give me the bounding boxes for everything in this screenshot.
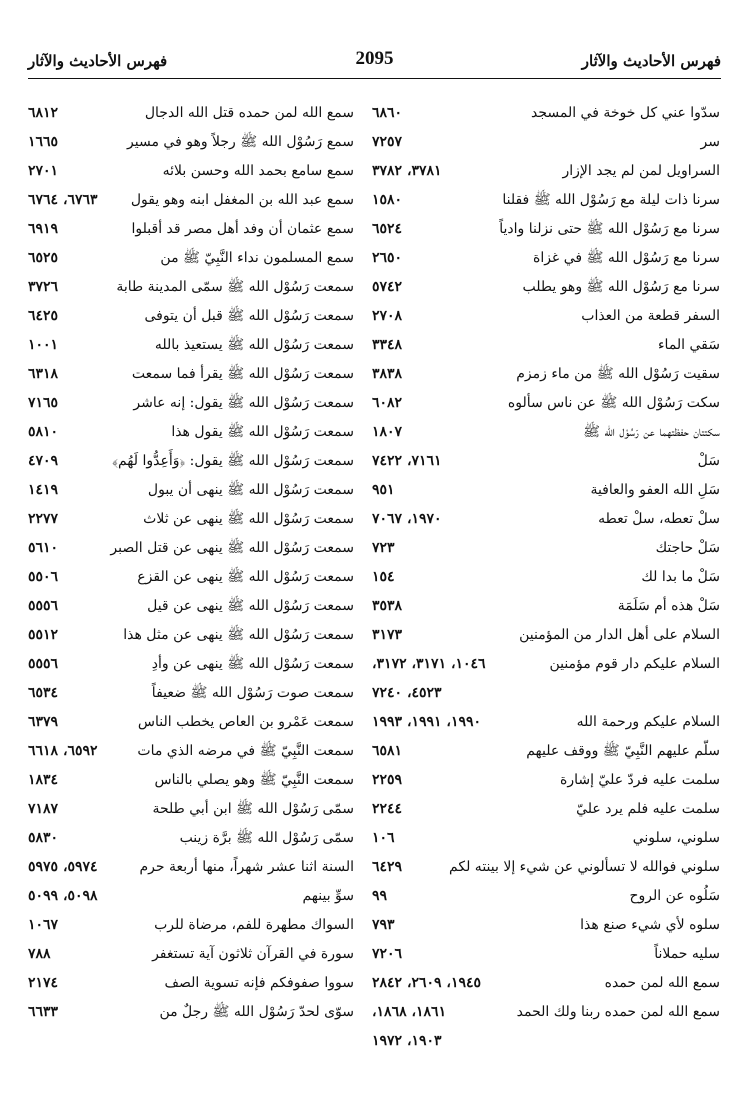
entry-text: السلام على أهل الدار من المؤمنين xyxy=(519,627,720,643)
entry-text: سمعت رَسُوْل الله ﷺ يقول هذا xyxy=(171,424,354,440)
index-entry xyxy=(28,795,354,824)
entry-reference: ٣٧٨١، ٣٧٨٢ xyxy=(372,163,442,179)
entry-text: سلوه لأي شيء صنع هذا xyxy=(580,917,720,933)
entry-reference: ٧١٦٥ xyxy=(28,395,59,411)
index-entry xyxy=(372,998,720,1056)
entry-text: سمعت رَسُوْل الله ﷺ يستعيذ بالله xyxy=(154,337,354,353)
index-entry xyxy=(28,215,354,244)
index-entry xyxy=(28,563,354,592)
index-entry xyxy=(28,418,354,447)
entry-text: سكتتان حفظتهما عن رَسُوْل الله ﷺ xyxy=(583,424,720,440)
entry-text: سمعت رَسُوْل الله ﷺ قبل أن يتوفى xyxy=(144,308,354,324)
index-entry xyxy=(372,157,720,186)
index-entry xyxy=(372,969,720,998)
entry-text: سرنا ذات ليلة مع رَسُوْل الله ﷺ فقلنا xyxy=(502,192,720,208)
index-entry xyxy=(372,911,720,940)
entry-reference: ٥٠٩٨، ٥٠٩٩ xyxy=(28,888,98,904)
entry-text: سمع الله لمن حمده xyxy=(604,975,720,991)
entry-reference: ٤٧٠٩ xyxy=(28,453,59,469)
entry-text: سلّم عليهم النَّبِيّ ﷺ ووقف عليهم xyxy=(526,743,720,759)
index-column-left xyxy=(28,99,354,1027)
index-entry xyxy=(372,302,720,331)
index-entry xyxy=(372,824,720,853)
index-entry xyxy=(372,331,720,360)
entry-reference: ١٠٤٦، ٣١٧١، ٣١٧٢، xyxy=(372,656,486,672)
entry-reference: ٦٥٨١ xyxy=(372,743,403,759)
entry-reference-continued: ٤٥٢٣، ٧٢٤٠ xyxy=(372,685,442,701)
entry-text: السنة اثنا عشر شهراً، منها أربعة حرم xyxy=(139,859,354,875)
index-entry xyxy=(372,621,720,650)
index-entry xyxy=(28,679,354,708)
index-entry xyxy=(28,534,354,563)
entry-reference: ٧١٨٧ xyxy=(28,801,59,817)
entry-text: سرنا مع رَسُوْل الله ﷺ وهو يطلب xyxy=(522,279,720,295)
entry-text: سمع رَسُوْل الله ﷺ رجلاً وهو في مسير xyxy=(127,134,354,150)
entry-reference: ٣١٧٣ xyxy=(372,627,403,643)
entry-reference: ٢٢٤٤ xyxy=(372,801,403,817)
entry-reference: ١٩٩٠، ١٩٩١، ١٩٩٣ xyxy=(372,714,482,730)
index-entry xyxy=(28,766,354,795)
entry-text: سمعت رَسُوْل الله ﷺ ينهى عن ثلاث xyxy=(143,511,354,527)
entry-reference: ٣٧٢٦ xyxy=(28,279,59,295)
entry-reference: ٥٦١٠ xyxy=(28,540,59,556)
entry-reference: ٦٨٦٠ xyxy=(372,105,403,121)
entry-reference: ٥٨١٠ xyxy=(28,424,59,440)
index-entry xyxy=(28,157,354,186)
index-entry xyxy=(372,273,720,302)
entry-text: سمعت النَّبِيّ ﷺ في مرضه الذي مات xyxy=(137,743,354,759)
index-entry xyxy=(28,273,354,302)
entry-text: سلمت عليه فردّ عليّ إشارة xyxy=(559,772,720,788)
index-entry xyxy=(372,708,720,737)
entry-text: سمع الله لمن حمده قتل الله الدجال xyxy=(144,105,354,121)
entry-reference: ٥٥٠٦ xyxy=(28,569,59,585)
entry-reference: ١٥٨٠ xyxy=(372,192,403,208)
entry-text: سلْ تعطه، سلْ تعطه xyxy=(598,511,720,527)
entry-reference: ٦٤٢٩ xyxy=(372,859,403,875)
index-entry xyxy=(372,795,720,824)
entry-reference: ٢٧٠١ xyxy=(28,163,59,179)
entry-reference: ٩٩ xyxy=(372,888,388,904)
page-number: 2095 xyxy=(355,48,394,69)
entry-text: سمعت صوت رَسُوْل الله ﷺ ضعيفاً xyxy=(151,685,354,701)
entry-text: سمع الله لمن حمده ربنا ولك الحمد xyxy=(516,1004,720,1020)
entry-text: سمعت رَسُوْل الله ﷺ ينهى عن مثل هذا xyxy=(123,627,354,643)
index-entry xyxy=(372,940,720,969)
entry-text: سمعت رَسُوْل الله ﷺ ينهى عن وأدِ xyxy=(151,656,354,672)
index-entry xyxy=(28,650,354,679)
entry-text: سَلُوه عن الروح xyxy=(629,888,720,904)
entry-reference: ٣٨٣٨ xyxy=(372,366,403,382)
entry-text: السلام عليكم ورحمة الله xyxy=(576,714,720,730)
index-entry xyxy=(372,853,720,882)
index-entry xyxy=(28,128,354,157)
entry-reference: ٧٢٠٦ xyxy=(372,946,403,962)
index-entry xyxy=(28,186,354,215)
index-entry xyxy=(372,215,720,244)
entry-reference: ٢٧٠٨ xyxy=(372,308,403,324)
entry-text: السفر قطعة من العذاب xyxy=(581,308,720,324)
entry-text: سكت رَسُوْل الله ﷺ عن ناس سألوه xyxy=(507,395,720,411)
entry-text: سَقي الماء xyxy=(657,337,720,353)
index-entry xyxy=(372,128,720,157)
entry-text: سمعت رَسُوْل الله ﷺ ينهى عن القزع xyxy=(137,569,354,585)
index-entry xyxy=(372,737,720,766)
entry-text: سووا صفوفكم فإنه تسوية الصف xyxy=(164,975,354,991)
entry-reference: ٥٥٥٦ xyxy=(28,656,59,672)
index-entry xyxy=(28,389,354,418)
index-entry xyxy=(28,505,354,534)
entry-reference: ٦٧٦٣، ٦٧٦٤ xyxy=(28,192,98,208)
entry-reference: ٢٢٥٩ xyxy=(372,772,403,788)
entry-reference: ٧٩٣ xyxy=(372,917,395,933)
entry-text: السلام عليكم دار قوم مؤمنين xyxy=(549,656,720,672)
running-title-right: فهرس الأحاديث والآثار xyxy=(581,52,721,70)
entry-text: سرنا مع رَسُوْل الله ﷺ في غزاة xyxy=(532,250,720,266)
entry-text: سَلْ ما بدا لك xyxy=(641,569,720,585)
entry-reference: ١٠٦٧ xyxy=(28,917,59,933)
entry-reference: ٩٥١ xyxy=(372,482,395,498)
entry-reference: ٢٦٥٠ xyxy=(372,250,403,266)
entry-reference-continued: ١٩٠٣، ١٩٧٢ xyxy=(372,1033,442,1049)
entry-text: سلوني، سلوني xyxy=(632,830,720,846)
entry-text: سقيت رَسُوْل الله ﷺ من ماء زمزم xyxy=(516,366,720,382)
entry-reference: ٣٣٤٨ xyxy=(372,337,403,353)
entry-reference: ١٦٦٥ xyxy=(28,134,59,150)
entry-reference: ٧٨٨ xyxy=(28,946,51,962)
entry-reference: ٥٥٥٦ xyxy=(28,598,59,614)
entry-reference: ٦٦٣٣ xyxy=(28,1004,59,1020)
index-entry xyxy=(372,882,720,911)
index-entry xyxy=(28,708,354,737)
entry-reference: ٦٠٨٢ xyxy=(372,395,403,411)
entry-text: سمّى رَسُوْل الله ﷺ ابن أبي طلحة xyxy=(152,801,354,817)
index-entry xyxy=(372,563,720,592)
index-entry xyxy=(372,389,720,418)
page-header xyxy=(28,44,721,79)
entry-text: سمعت رَسُوْل الله ﷺ ينهى عن قيل xyxy=(147,598,354,614)
running-title-left: فهرس الأحاديث والآثار xyxy=(28,52,168,70)
index-entry xyxy=(28,476,354,505)
entry-reference: ٧١٦١، ٧٤٢٢ xyxy=(372,453,442,469)
index-entry xyxy=(372,244,720,273)
index-entry xyxy=(28,940,354,969)
entry-reference: ٣٥٣٨ xyxy=(372,598,403,614)
entry-reference: ٦٩١٩ xyxy=(28,221,59,237)
entry-text: سمعت رَسُوْل الله ﷺ سمّى المدينة طابة xyxy=(116,279,354,295)
index-entry xyxy=(28,592,354,621)
entry-text: سمعت رَسُوْل الله ﷺ ينهى أن يبول xyxy=(147,482,354,498)
entry-text: سمعت رَسُوْل الله ﷺ ينهى عن قتل الصبر xyxy=(110,540,354,556)
entry-text: سَلْ هذه أم سَلَمَة xyxy=(617,598,720,614)
entry-text: سمعت رَسُوْل الله ﷺ يقول: إنه عاشر xyxy=(133,395,354,411)
entry-reference: ١٨٠٧ xyxy=(372,424,403,440)
entry-text: سوّى لحدّ رَسُوْل الله ﷺ رجلٌ من xyxy=(159,1004,354,1020)
entry-reference: ٦٨١٢ xyxy=(28,105,59,121)
entry-text: سمع المسلمون نداء النَّبِيّ ﷺ من xyxy=(160,250,354,266)
entry-reference: ٢٢٧٧ xyxy=(28,511,59,527)
index-entry xyxy=(28,853,354,882)
entry-reference: ١٤١٩ xyxy=(28,482,59,498)
index-entry xyxy=(372,99,720,128)
index-entry xyxy=(28,882,354,911)
index-entry xyxy=(28,331,354,360)
index-entry xyxy=(372,534,720,563)
index-entry xyxy=(28,824,354,853)
index-entry xyxy=(28,911,354,940)
entry-text: سورة في القرآن ثلاثون آية تستغفر xyxy=(152,946,354,962)
entry-text: سمّى رَسُوْل الله ﷺ برَّة زينب xyxy=(179,830,354,846)
entry-text: سدّوا عني كل خوخة في المسجد xyxy=(530,105,720,121)
index-entry xyxy=(28,998,354,1027)
index-entry xyxy=(28,302,354,331)
entry-reference: ١٠٠١ xyxy=(28,337,59,353)
entry-text: سلمت عليه فلم يرد عليّ xyxy=(576,801,720,817)
entry-reference: ١٨٣٤ xyxy=(28,772,59,788)
index-entry xyxy=(372,650,720,708)
entry-reference: ١٩٧٠، ٧٠٦٧ xyxy=(372,511,442,527)
index-entry xyxy=(28,447,354,476)
entry-text: سر xyxy=(700,134,720,150)
entry-text: سرنا مع رَسُوْل الله ﷺ حتى نزلنا وادياً xyxy=(499,221,720,237)
entry-text: سمع عثمان أن وفد أهل مصر قد أقبلوا xyxy=(131,221,354,237)
entry-reference: ٦٥٢٥ xyxy=(28,250,59,266)
entry-text: سَلْ xyxy=(697,453,720,469)
entry-reference: ٥٧٤٢ xyxy=(372,279,403,295)
entry-reference: ٢١٧٤ xyxy=(28,975,59,991)
entry-reference: ٦٣١٨ xyxy=(28,366,59,382)
entry-reference: ٦٤٢٥ xyxy=(28,308,59,324)
entry-reference: ٥٥١٢ xyxy=(28,627,59,643)
index-entry xyxy=(28,360,354,389)
entry-text: سمعت النَّبِيّ ﷺ وهو يصلي بالناس xyxy=(154,772,354,788)
entry-reference: ٦٥٩٢، ٦٦١٨ xyxy=(28,743,98,759)
entry-text: سمعت رَسُوْل الله ﷺ يقول: ﴿وَأَعِدُّوا لَهُم﴾ xyxy=(112,453,354,469)
entry-reference: ٥٩٧٤، ٥٩٧٥ xyxy=(28,859,98,875)
entry-text: سمعت عَمْرو بن العاص يخطب الناس xyxy=(137,714,354,730)
index-entry xyxy=(372,360,720,389)
entry-reference: ٥٨٣٠ xyxy=(28,830,59,846)
entry-reference: ١٩٤٥، ٢٦٠٩، ٢٨٤٢ xyxy=(372,975,482,991)
entry-text: سَلِ الله العفو والعافية xyxy=(590,482,720,498)
entry-text: سمع عبد الله بن المغفل ابنه وهو يقول xyxy=(130,192,354,208)
entry-reference: ٦٣٧٩ xyxy=(28,714,59,730)
entry-text: سَلْ حاجتك xyxy=(655,540,720,556)
entry-reference: ٧٢٥٧ xyxy=(372,134,403,150)
index-entry xyxy=(28,737,354,766)
index-entry xyxy=(372,766,720,795)
entry-text: سوِّ بينهم xyxy=(302,888,354,904)
entry-reference: ٦٥٣٤ xyxy=(28,685,59,701)
entry-text: السواك مطهرة للفم، مرضاة للرب xyxy=(154,917,354,933)
index-entry xyxy=(28,969,354,998)
index-entry xyxy=(28,621,354,650)
entry-text: السراويل لمن لم يجد الإزار xyxy=(562,163,720,179)
index-entry xyxy=(372,505,720,534)
index-column-right xyxy=(372,99,720,1056)
index-entry xyxy=(372,418,720,447)
index-entry xyxy=(372,476,720,505)
index-entry xyxy=(28,244,354,273)
entry-text: سلوني فوالله لا تسألوني عن شيء إلا بينته لكم xyxy=(449,859,720,875)
entry-reference: ١٨٦١، ١٨٦٨، xyxy=(372,1004,447,1020)
index-entry xyxy=(372,592,720,621)
entry-reference: ٧٢٣ xyxy=(372,540,395,556)
entry-text: سمعت رَسُوْل الله ﷺ يقرأ فما سمعت xyxy=(131,366,354,382)
index-entry xyxy=(28,99,354,128)
entry-text: سليه حملاناً xyxy=(654,946,720,962)
entry-reference: ١٥٤ xyxy=(372,569,395,585)
entry-reference: ١٠٦ xyxy=(372,830,395,846)
index-entry xyxy=(372,447,720,476)
index-entry xyxy=(372,186,720,215)
entry-reference: ٦٥٢٤ xyxy=(372,221,403,237)
entry-text: سمع سامع بحمد الله وحسن بلائه xyxy=(162,163,354,179)
